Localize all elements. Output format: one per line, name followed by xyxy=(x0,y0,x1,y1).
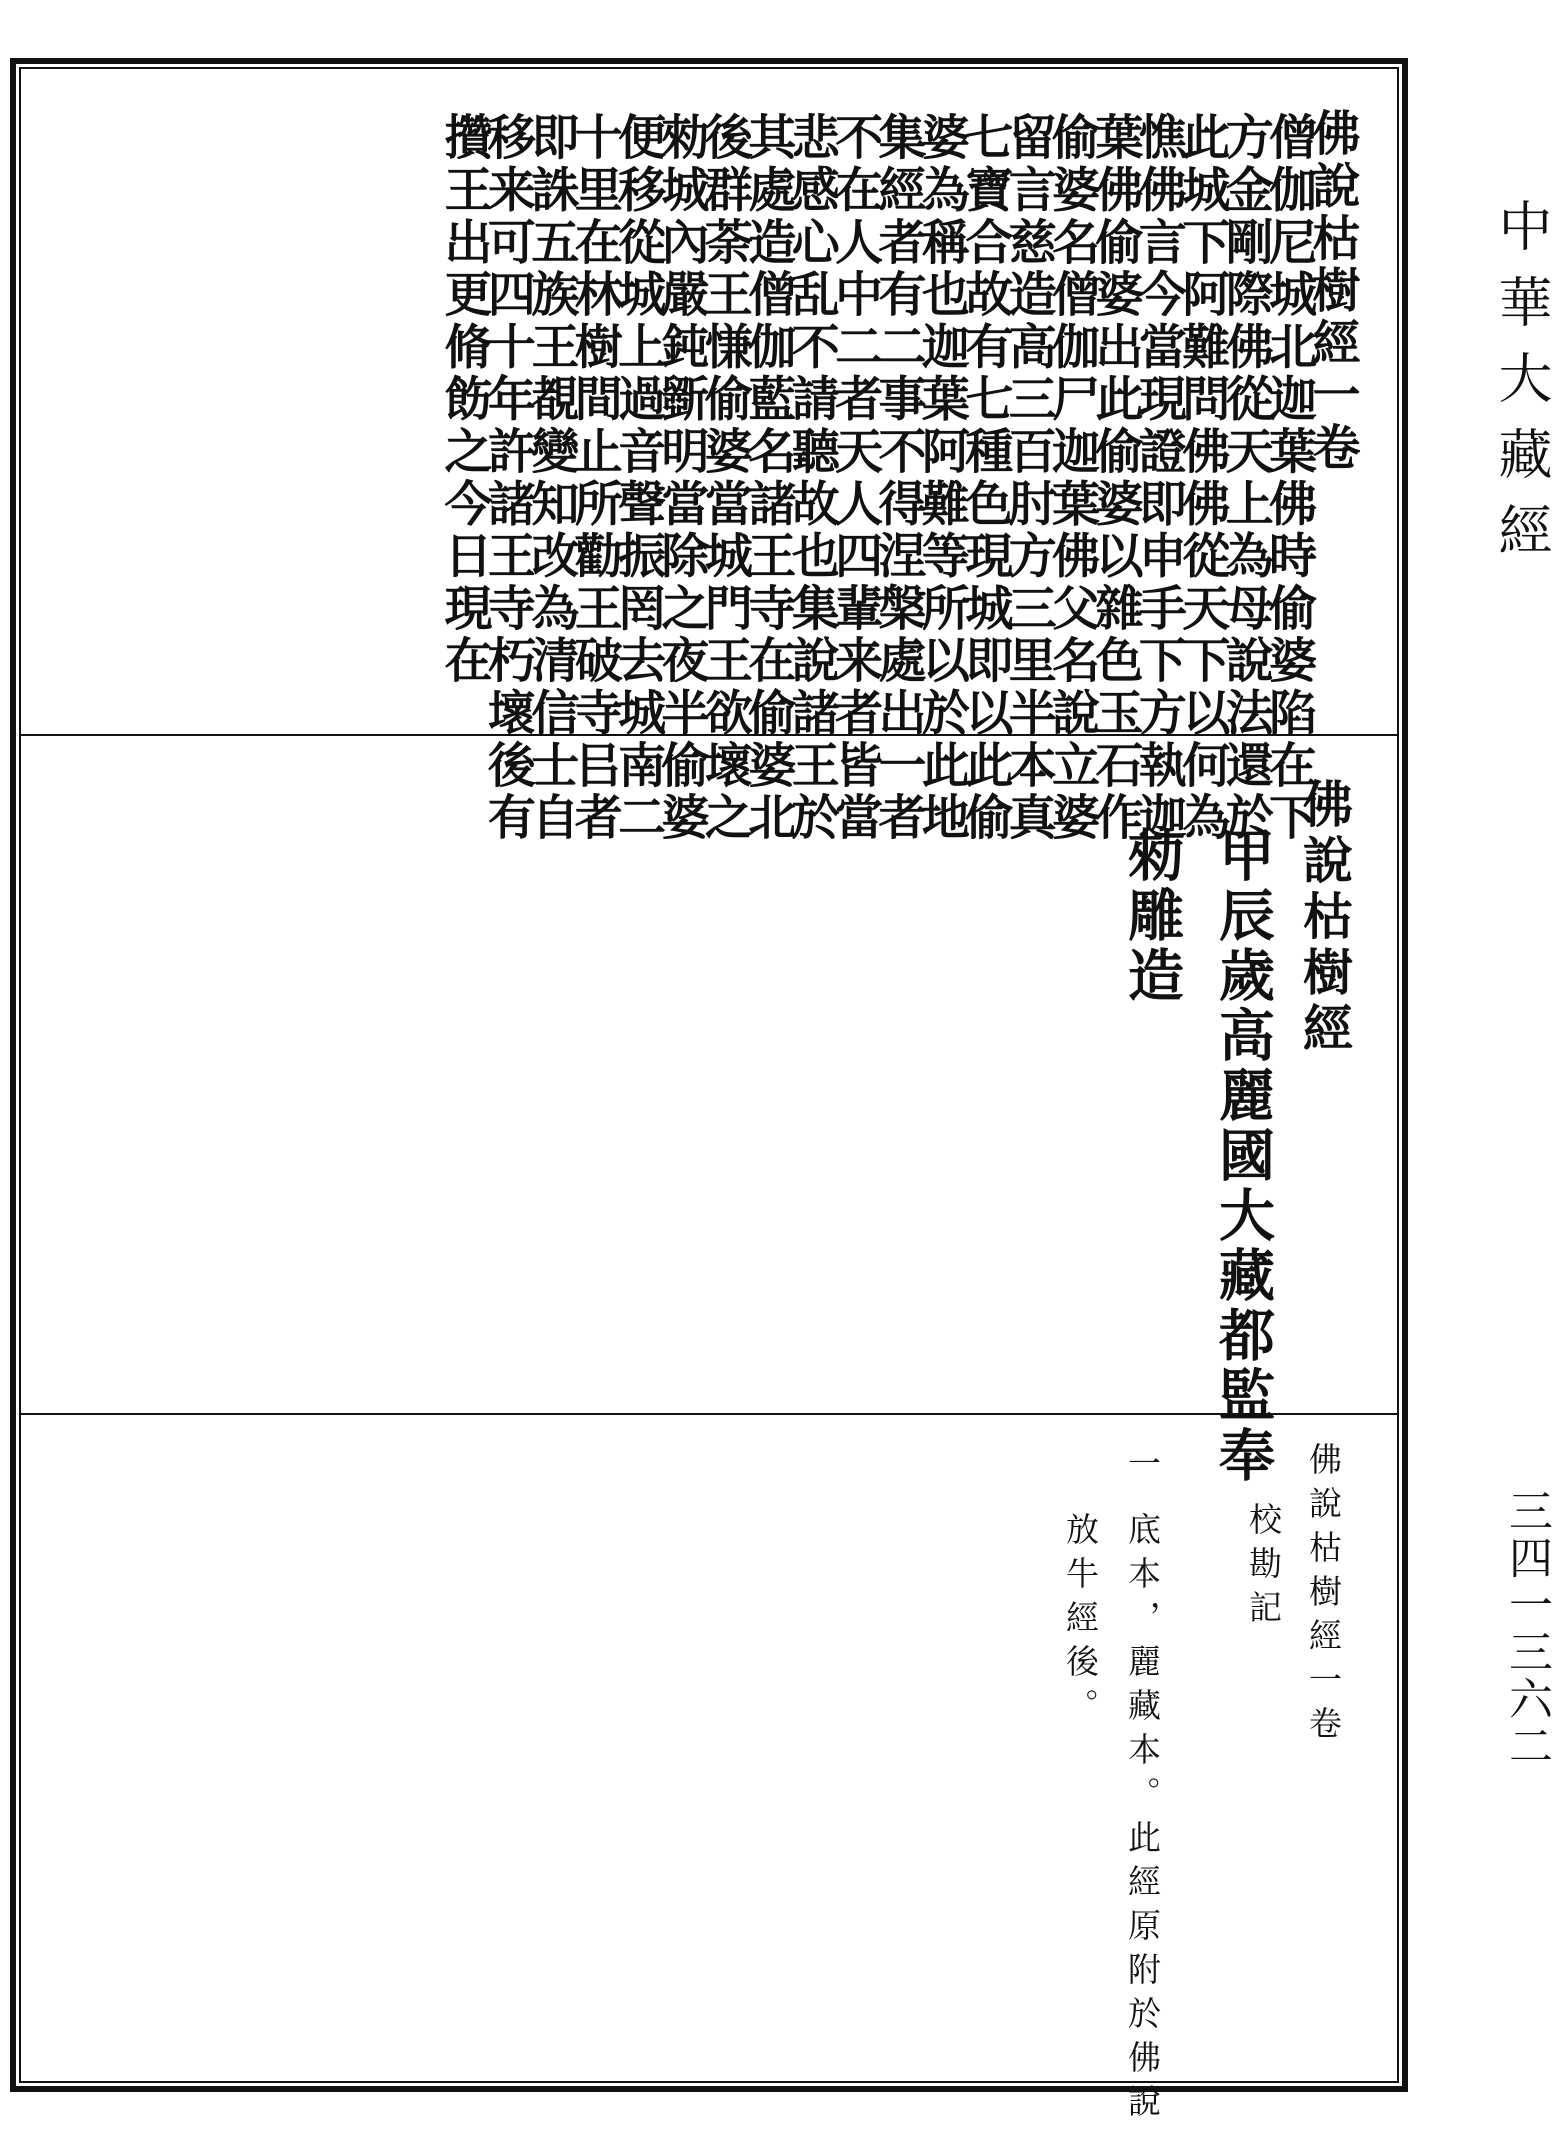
scripture-column: 集經者有二事不得涅槃處出一者 xyxy=(870,112,926,845)
colophon-line-1: 甲辰歲高麗國大藏都監奉 xyxy=(1210,826,1276,1486)
scripture-column: 方金剛際佛從天上為母說法還於 xyxy=(1217,112,1274,845)
scripture-column: 勑城內嚴鈍斵明當除之夜半偷婆 xyxy=(653,112,709,845)
page-number: 三四一三六二 xyxy=(1501,1488,1552,1770)
scripture-column: 後群荼王慊偷婆當城門王欲壞之 xyxy=(696,112,753,845)
colophon-line-2: 勑雕造 xyxy=(1119,826,1185,1006)
collation-note-line-2: 放牛經後。 xyxy=(1061,1512,1100,1732)
scripture-title: 佛說枯樹經一卷 xyxy=(1304,108,1360,475)
collation-note-number: 一 xyxy=(1123,1446,1162,1490)
scripture-column: 攢王出更脩飭之今日現在 xyxy=(436,112,492,688)
colophon-title: 佛說枯樹經 xyxy=(1295,778,1354,1058)
scripture-column: 不在人中二者天人四輩来者皆當 xyxy=(826,112,883,845)
scripture-column: 即誅五族王覩變知改為清信士自 xyxy=(522,112,579,845)
scripture-column: 其處造僧伽藍名諸王寺在偷婆北 xyxy=(739,112,796,845)
scripture-column: 十里在林樹間止所勸王破寺㠯者 xyxy=(566,112,623,845)
scripture-column: 偷婆名僧伽尸迦葉佛父名說立婆 xyxy=(1043,112,1100,845)
collation-subheading: 校勘記 xyxy=(1244,1502,1283,1634)
collection-title: 中華大藏經 xyxy=(1490,198,1553,578)
scripture-column: 便移從城上過音聲振罔去城南二 xyxy=(609,112,666,845)
scripture-column: 憔佛言今當現證即申手下方執迦 xyxy=(1130,112,1187,845)
scripture-column: 婆為稱也迦葉阿難等所以於此地 xyxy=(913,112,970,845)
scripture-column: 留言慈造高三百肘方三里半本真 xyxy=(1000,112,1057,845)
scripture-column: 僧伽尼城北迦葉佛時偷婆陷在下 xyxy=(1260,112,1317,845)
scripture-column: 葉佛偷婆出此偷婆以雜色玉石作 xyxy=(1087,112,1143,845)
scripture-column: 七寶合故有七種色現城即以此偷 xyxy=(956,112,1013,845)
section-divider-lower xyxy=(19,1413,1399,1415)
scripture-column: 移来可四十年許諸王寺朽壞後有 xyxy=(479,112,536,845)
collation-note-line-1: 底本，麗藏本。此經原附於佛說 xyxy=(1123,1512,1162,2128)
scripture-column: 悲感心乱不請聽故也集說諸王於 xyxy=(783,112,840,845)
collation-heading: 佛說枯樹經一卷 xyxy=(1304,1442,1343,1750)
scripture-column: 此城下阿難問佛佛從天下以何為 xyxy=(1173,112,1230,845)
